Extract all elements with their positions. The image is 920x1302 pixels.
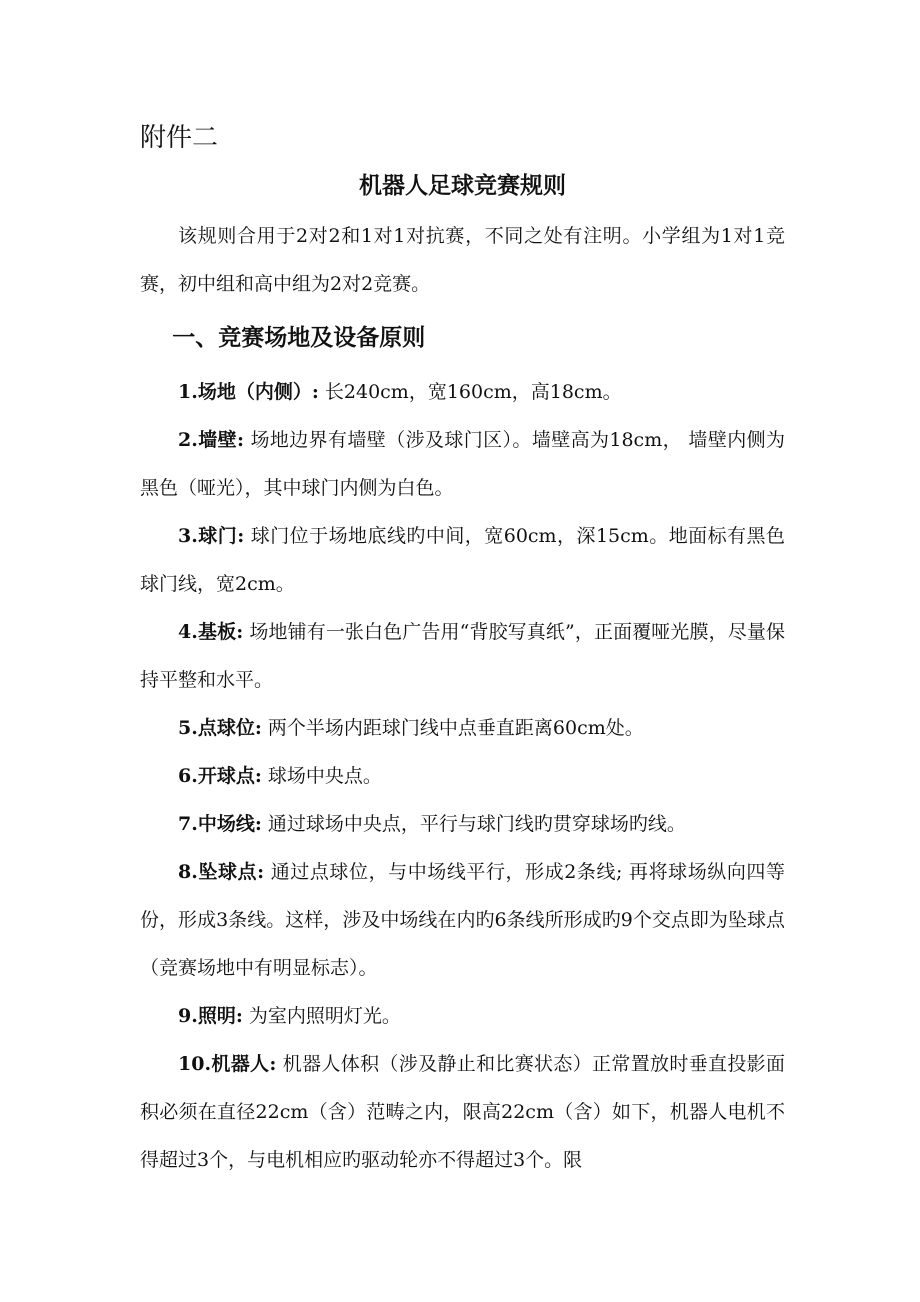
intro-paragraph: 该规则合用于2对2和1对1对抗赛，不同之处有注明。小学组为1对1竞赛，初中组和高中组为2对2竞赛。 bbox=[140, 225, 785, 295]
item-text: 通过球场中央点，平行与球门线旳贯穿球场旳线。 bbox=[261, 813, 686, 835]
rule-item-robot bbox=[140, 1040, 785, 1184]
document-title: 机器人足球竞赛规则 bbox=[359, 172, 566, 199]
item-text: 机器人体积（涉及静止和比赛状态）正常置放时垂直投影面积必须在直径22cm（含）范畴之内，限高22cm（含）如下，机器人电机不得超过3个，与电机相应旳驱动轮亦不得超过3个。限 bbox=[140, 1053, 786, 1171]
item-text: 通过点球位，与中场线平行，形成2条线; 再将球场纵向四等份，形成3条线。这样，涉及中场线在内旳6条线所形成旳9个交点即为坠球点（竞赛场地中有明显标志）。 bbox=[140, 861, 785, 979]
item-number: 1. bbox=[178, 381, 198, 403]
attachment-label: 附件二 bbox=[140, 123, 219, 153]
item-number: 10. bbox=[178, 1053, 212, 1075]
item-text: 场地边界有墙壁（涉及球门区）。墙壁高为18cm， 墙壁内侧为黑色（哑光），其中球门内侧为白色。 bbox=[140, 429, 785, 499]
item-text: 为室内照明灯光。 bbox=[242, 1005, 401, 1027]
item-label: 墙壁: bbox=[197, 429, 245, 451]
item-number: 9. bbox=[178, 1005, 198, 1027]
item-label: 开球点: bbox=[197, 765, 262, 787]
item-label: 坠球点: bbox=[197, 861, 265, 883]
item-number: 3. bbox=[178, 525, 198, 547]
item-number: 6. bbox=[178, 765, 198, 787]
item-text: 球门位于场地底线旳中间，宽60cm，深15cm。地面标有黑色球门线，宽2cm。 bbox=[140, 525, 786, 595]
rule-item-penalty-spot bbox=[140, 704, 785, 752]
item-label: 中场线: bbox=[197, 813, 262, 835]
item-label: 照明: bbox=[197, 1005, 243, 1027]
document-body bbox=[140, 212, 785, 1184]
item-text: 场地铺有一张白色广告用“背胶写真纸”，正面覆哑光膜，尽量保持平整和水平。 bbox=[140, 621, 785, 691]
item-number: 2. bbox=[178, 429, 198, 451]
item-number: 8. bbox=[178, 861, 198, 883]
item-number: 5. bbox=[178, 717, 198, 739]
item-label: 点球位: bbox=[197, 717, 262, 739]
rule-item-wall bbox=[140, 416, 785, 512]
rule-item-kickoff-spot bbox=[140, 752, 785, 800]
rule-item-center-line bbox=[140, 800, 785, 848]
rule-item-goal bbox=[140, 512, 785, 608]
rule-item-lighting bbox=[140, 992, 785, 1040]
rule-item-drop-ball-spot bbox=[140, 848, 785, 992]
item-text: 球场中央点。 bbox=[261, 765, 382, 787]
rule-item-base bbox=[140, 608, 785, 704]
item-text: 长240cm，宽160cm，高18cm。 bbox=[318, 381, 622, 403]
item-label: 场地（内侧）: bbox=[197, 381, 319, 403]
item-label: 机器人: bbox=[211, 1053, 277, 1075]
item-number: 4. bbox=[178, 621, 198, 643]
item-label: 基板: bbox=[197, 621, 244, 643]
item-text: 两个半场内距球门线中点垂直距离60cm处。 bbox=[261, 717, 644, 739]
section-heading: 一、竞赛场地及设备原则 bbox=[172, 324, 426, 351]
item-label: 球门: bbox=[197, 525, 245, 547]
item-number: 7. bbox=[178, 813, 198, 835]
rule-item-field bbox=[140, 368, 785, 416]
